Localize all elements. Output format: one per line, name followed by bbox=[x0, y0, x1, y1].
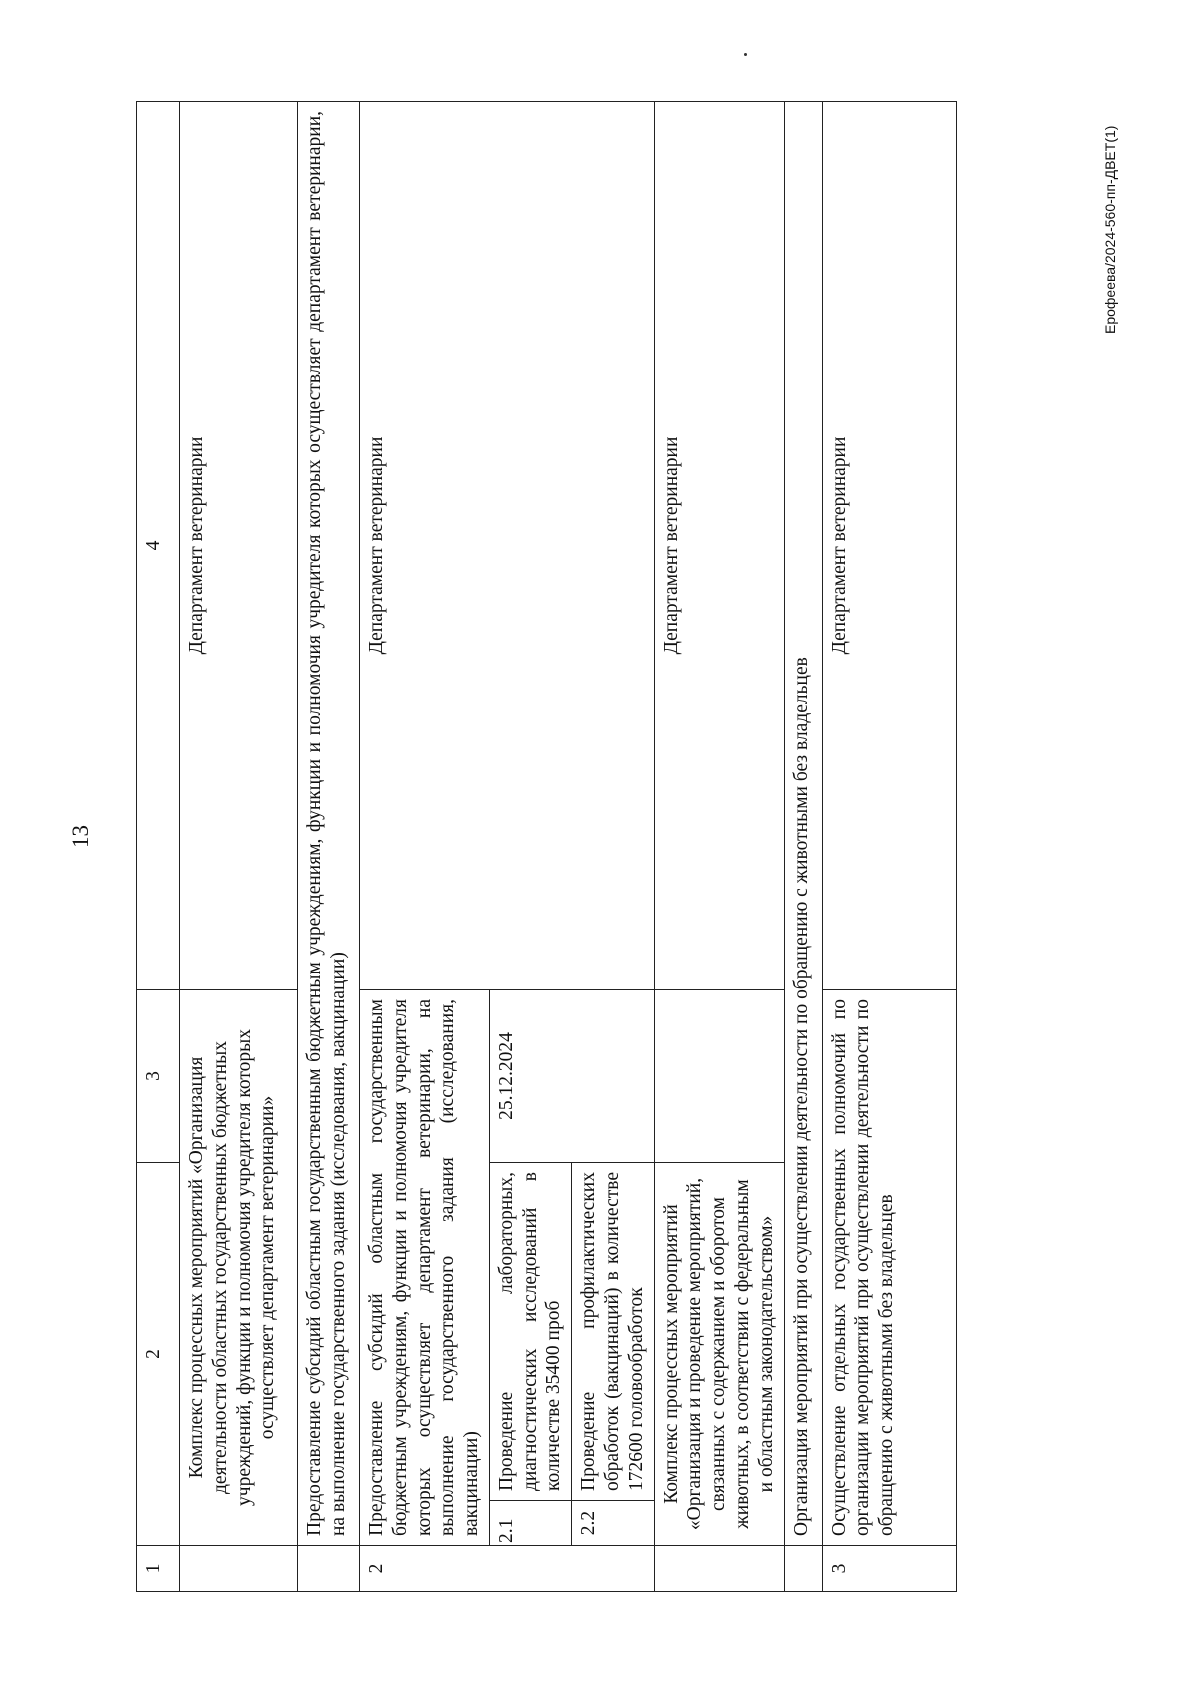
responsible-cell: Департамент ветеринарии bbox=[654, 102, 784, 990]
responsible-cell: Департамент ветеринарии bbox=[180, 102, 298, 990]
table-row bbox=[298, 102, 360, 1592]
measure-text: Предоставление субсидий областным государственным бюджетным учреждениям, функции и полномочия учредителя которых осуществляет департамент ветеринарии, на выполнение государственного задания (исследования, вакцинации) bbox=[360, 990, 490, 1546]
process-complex-title: Комплекс процессных мероприятий «Организация деятельности областных государственных бюджетных учреждений, функции и полномочия учредителя которых осуществляет департамент ветеринарии» bbox=[180, 990, 298, 1546]
measure-text bbox=[572, 1163, 654, 1546]
responsible-cell: Департамент ветеринарии bbox=[360, 102, 655, 990]
empty-cell bbox=[654, 990, 784, 1163]
row-number: 3 bbox=[822, 1546, 956, 1592]
column-header-3: 3 bbox=[137, 990, 180, 1163]
table-header-row bbox=[137, 102, 180, 1592]
column-header-1: 1 bbox=[137, 1546, 180, 1592]
task-row: Предоставление субсидий областным государственным бюджетным учреждениям, функции и полномочия учредителя которых осуществляет департамент ветеринарии, на выполнение государственного задания (исследования, вакцинации) bbox=[298, 102, 360, 1546]
rotated-table-container bbox=[136, 102, 1080, 1592]
table-row bbox=[784, 102, 822, 1592]
responsible-cell: Департамент ветеринарии bbox=[822, 102, 956, 990]
scan-speck bbox=[744, 53, 747, 56]
task-row: Организация мероприятий при осуществлении деятельности по обращению с животными без владельцев bbox=[784, 102, 822, 1546]
deadline-date: 25.12.2024 bbox=[489, 990, 654, 1163]
measure-text: Осуществление отдельных государственных полномочий по организации мероприятий при осуществлении деятельности по обращению с животными без владельцев bbox=[822, 990, 956, 1546]
measures-table bbox=[136, 101, 957, 1592]
measure-description: Проведение профилактических обработок (вакцинаций) в количестве 172600 головообработок bbox=[578, 1172, 647, 1491]
row-number: 2.2 bbox=[572, 1500, 653, 1545]
table-row bbox=[822, 102, 956, 1592]
row-number: 2.1 bbox=[490, 1500, 571, 1545]
page-number: 13 bbox=[68, 825, 93, 848]
column-header-4: 4 bbox=[137, 102, 180, 990]
process-complex-title: Комплекс процессных мероприятий «Организация и проведение мероприятий, связанных с содержанием и оборотом животных, в соответствии с федеральным и областным законодательством» bbox=[654, 1163, 784, 1546]
table-row bbox=[360, 102, 490, 1592]
empty-cell bbox=[654, 1546, 784, 1592]
empty-cell bbox=[180, 1546, 298, 1592]
measure-text bbox=[489, 1163, 571, 1546]
measure-description: Проведение лабораторных, диагностических исследований в количестве 35400 проб bbox=[495, 1172, 565, 1491]
document-footer-code: Ерофеева/2024-560-пп-ДВЕТ(1) bbox=[1102, 125, 1118, 334]
table-row bbox=[180, 102, 298, 1592]
table-row bbox=[654, 102, 784, 1592]
row-number: 2 bbox=[360, 1546, 655, 1592]
empty-cell bbox=[784, 1546, 822, 1592]
empty-cell bbox=[298, 1546, 360, 1592]
column-header-2: 2 bbox=[137, 1163, 180, 1546]
